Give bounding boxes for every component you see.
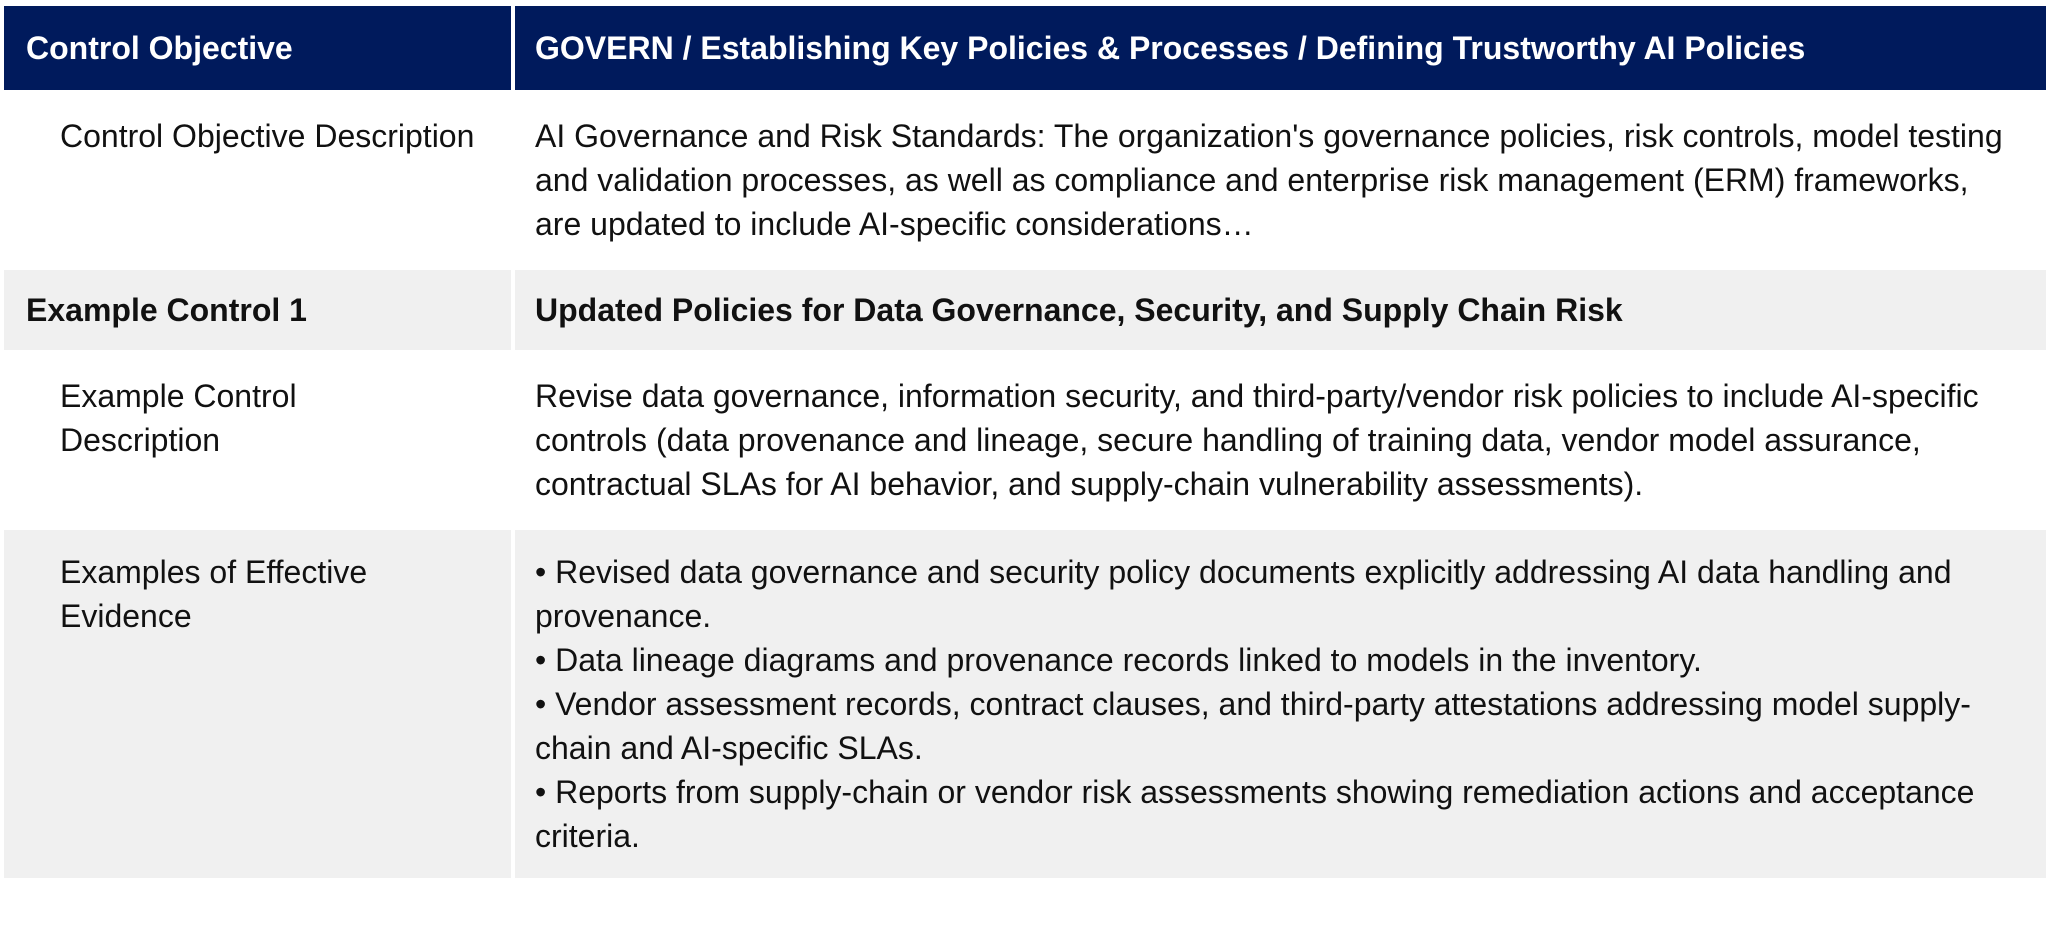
example-control-label: Example Control 1 <box>4 270 511 350</box>
objective-label: Control Objective Description <box>4 94 511 266</box>
control-table <box>4 6 2046 878</box>
evidence-item: • Revised data governance and security policy documents explicitly addressing AI data handling and provenance. <box>535 554 1952 634</box>
control-description-label <box>4 354 511 526</box>
evidence-label <box>4 530 511 878</box>
control-description-text: Revise data governance, information security, and third-party/vendor risk policies to include AI-specific controls (data provenance and lineage, secure handling of training data, vendor model assurance, contractual SLAs for AI behavior, and supply-chain vulnerability assessments). <box>515 354 2046 526</box>
example-control-title: Updated Policies for Data Governance, Security, and Supply Chain Risk <box>515 270 2046 350</box>
evidence-label-text: Examples of Effective Evidence <box>60 554 368 634</box>
evidence-row <box>4 530 2046 878</box>
evidence-item: • Reports from supply-chain or vendor risk assessments showing remediation actions and acceptance criteria. <box>535 774 1975 854</box>
evidence-list <box>515 530 2046 878</box>
objective-text: AI Governance and Risk Standards: The organization's governance policies, risk controls, model testing and validation processes, as well as compliance and enterprise risk management (ERM) frameworks, are updated to include AI-specific considerations… <box>515 94 2046 266</box>
control-description-label-text: Example Control Description <box>60 378 297 458</box>
example-control-row <box>4 270 2046 350</box>
control-description-row <box>4 354 2046 526</box>
evidence-item: • Data lineage diagrams and provenance records linked to models in the inventory. <box>535 642 1702 678</box>
objective-row <box>4 94 2046 266</box>
table-header-row <box>4 6 2046 90</box>
evidence-item: • Vendor assessment records, contract clauses, and third-party attestations addressing model supply-chain and AI-specific SLAs. <box>535 686 1971 766</box>
header-govern-path: GOVERN / Establishing Key Policies & Processes / Defining Trustworthy AI Policies <box>515 6 2046 90</box>
header-control-objective: Control Objective <box>4 6 511 90</box>
